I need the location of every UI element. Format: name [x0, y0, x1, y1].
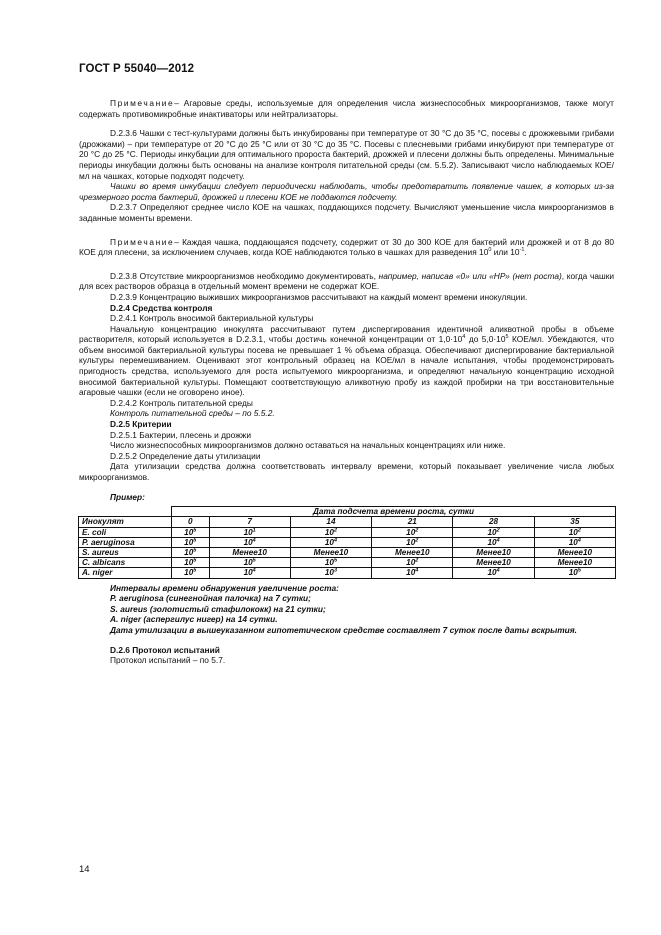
table-header-span: Дата подсчета времени роста, сутки [172, 507, 616, 517]
cell-exponent: 5 [193, 557, 197, 564]
cell-value: Менее10 [232, 548, 267, 557]
text: Начальную концентрацию инокулята рассчитывают путем диспергирования идентичной аликвотной пробы в объеме растворителя, который используется в D.2.3.1, чтобы достичь конечной концентрации от 1,0·10 [79, 323, 614, 345]
cell-exponent: 2 [415, 537, 419, 544]
cell-exponent: 5 [252, 557, 256, 564]
note-label: Примечание [110, 236, 175, 247]
table-cell [453, 548, 534, 558]
table-row [79, 537, 616, 547]
cell-value: Менее10 [557, 548, 593, 557]
cell-value: Менее10 [476, 558, 511, 568]
cell-value: 10 [568, 527, 578, 537]
table-cell [290, 537, 371, 547]
cell-value: 10 [243, 537, 253, 547]
table-row [79, 527, 616, 537]
table-row [79, 568, 616, 578]
table-cell [172, 537, 210, 547]
text: , когда чашки для всех растворов образца в отдельный момент времени не содержат КОЕ. [79, 270, 615, 292]
cell-value: 10 [406, 537, 416, 547]
note-1 [79, 98, 614, 119]
interval-item: A. niger (аспергилус нигер) на 14 сутки. [110, 614, 278, 625]
cell-exponent: 5 [333, 557, 338, 564]
table-cell [534, 548, 615, 558]
day-header: 28 [453, 517, 534, 527]
paragraph-d239: D.2.3.9 Концентрацию выживших микроорганизмов рассчитывают на каждый момент времени инокуляции. [110, 291, 528, 302]
inoculum-name: P. aeruginosa [79, 537, 172, 547]
interval-item: S. aureus (золотистый стафилококк) на 21 сутки; [110, 603, 326, 614]
table-cell [172, 568, 210, 578]
text: D.2.3.8 Отсутствие микроорганизмов необходимо документировать, [110, 270, 379, 281]
cell-exponent: 1 [252, 526, 256, 533]
note-2 [79, 237, 614, 258]
table-cell [209, 527, 290, 537]
table-cell [453, 568, 534, 578]
note-text: . [524, 247, 527, 258]
note-text: или 10 [491, 247, 520, 258]
table-cell [372, 537, 453, 547]
cell-exponent: 4 [577, 537, 581, 544]
cell-value: 10 [184, 568, 194, 578]
table-cell [453, 558, 534, 568]
table-cell [172, 548, 210, 558]
table-row [79, 548, 616, 558]
paragraph-d238 [79, 271, 614, 292]
cell-exponent: 5 [193, 547, 197, 554]
exponent: 5 [505, 334, 509, 341]
paragraph-d252: Дата утилизации средства должна соответствовать интервалу времени, который показывает увеличение числа любых микроорганизмов. [79, 461, 614, 482]
intervals-line: Интервалы времени обнаружения увеличение роста: [110, 582, 339, 593]
day-header: 14 [290, 517, 371, 527]
table-cell [534, 527, 615, 537]
paragraph-d236: D.2.3.6 Чашки с тест-культурами должны быть инкубированы при температуре от 30 °С до 35 °С, посевы с дрожжевыми грибами (дрожжами) – при температуре от 20 °С до 25 °С или от 30 °С до 35 °С. Посевы с плесневыми грибами инкубируют при температуре от 20 °С до 25 °С. Периоды инкубации для оптимального пророста бактерий, дрожжей и плесени должны быть определены. Минимальные периоды инкубации должны быть основаны на анализе контроля питательной среды (см. 5.5.2). Записывают число наблюдаемых КОЕ/мл на чашках, которые подходят подсчету. [79, 128, 614, 181]
cell-value: 10 [184, 527, 194, 537]
table-cell [534, 558, 615, 568]
cell-value: 10 [487, 568, 497, 578]
exponent: -1 [519, 247, 525, 254]
table-cell [172, 558, 210, 568]
cell-value: 10 [568, 537, 578, 547]
note-label: Примечание [110, 98, 175, 108]
inoculum-name: C. albicans [79, 558, 172, 568]
day-header: 21 [372, 517, 453, 527]
cell-value: 10 [184, 558, 194, 568]
day-header: 35 [534, 517, 615, 527]
cell-exponent: 4 [252, 567, 256, 574]
table-cell [453, 537, 534, 547]
table-cell [372, 568, 453, 578]
cell-value: 10 [184, 548, 194, 557]
table-cell [290, 527, 371, 537]
day-header: 7 [209, 517, 290, 527]
paragraph-d241 [79, 324, 614, 398]
table-cell [372, 548, 453, 558]
table-corner [79, 507, 172, 517]
cell-value: Менее10 [557, 558, 593, 568]
cell-exponent: 4 [415, 567, 419, 574]
paragraph-d251: Число жизнеспособных микроорганизмов должно оставаться на начальных концентрациях или ниже. [110, 440, 506, 451]
cell-value: 10 [243, 568, 253, 578]
cell-exponent: 2 [415, 557, 419, 564]
inoculum-name: S. aureus [79, 548, 172, 558]
growth-table [78, 506, 616, 578]
cell-value: 10 [324, 568, 334, 578]
conclusion: Дата утилизации в вышеуказанном гипотетическом средстве составляет 7 суток после даты вскрытия. [110, 624, 577, 635]
paragraph-d237: D.2.3.7 Определяют среднее число КОЕ на чашках, поддающихся подсчету. Вычисляют уменьшение числа микроорганизмов в заданные моменты времени. [79, 202, 614, 223]
table-cell [290, 558, 371, 568]
table-cell [290, 548, 371, 558]
heading-d252: D.2.5.2 Определение даты утилизации [110, 450, 261, 461]
cell-value: 10 [406, 558, 416, 568]
paragraph-d236-italic: Чашки во время инкубации следует периодически наблюдать, чтобы предотвратить появление чашек, в которых из-за чрезмерного роста бактерий, дрожжей и плесени КОЕ не поддаются подсчету. [79, 181, 614, 202]
cell-value: 10 [243, 558, 253, 568]
cell-value: 10 [184, 537, 194, 547]
document-body [79, 98, 614, 666]
cell-value: 10 [568, 568, 578, 578]
cell-exponent: 5 [193, 567, 197, 574]
text: КОЕ/мл. Убеждаются, что объем вносимой бактериальной культуры посева не превышает 1 % объема образца. Обеспечивают диспергирование бактериальной культуры перемешиванием. Оценивают этот контрольный образец на КОЕ/мл в начале испытания, чтобы продемонстрировать пригодность средства, используемого для роста испытуемого микроорганизма, и определяют начальную концентрацию исходной вносимой бактериальной культуры. Помещают соответствующую аликвотную пробу из каждой пробирки на три восстановительные агаровые чашки (если не оговорено иное). [79, 334, 614, 398]
cell-exponent: 3 [333, 567, 338, 574]
table-cell [172, 527, 210, 537]
heading-d242: D.2.4.2 Контроль питательной среды [110, 397, 253, 408]
italic-text: например, написав «0» или «НР» (нет роста) [378, 270, 562, 281]
table-header-row [79, 507, 616, 517]
paragraph-d242: Контроль питательной среды – по 5.5.2. [110, 408, 275, 419]
inoculum-name: A. niger [79, 568, 172, 578]
cell-value: 10 [487, 537, 497, 547]
table-cell [209, 537, 290, 547]
cell-exponent: 5 [193, 537, 197, 544]
interval-item: P. aeruginosa (синегнойная палочка) на 7 сутки; [110, 593, 311, 604]
table-cell [453, 527, 534, 537]
protocol-text: Протокол испытаний – по 5.7. [110, 655, 226, 666]
page-number: 14 [79, 864, 90, 875]
cell-value: Менее10 [394, 548, 430, 557]
cell-exponent: 4 [496, 567, 500, 574]
example-label: Пример: [110, 491, 145, 502]
inoculum-header: Инокулят [79, 517, 172, 527]
table-cell [209, 548, 290, 558]
cell-exponent: 2 [496, 526, 500, 533]
heading-d241: D.2.4.1 Контроль вносимой бактериальной культуры [110, 313, 314, 324]
cell-exponent: 2 [577, 526, 581, 533]
protocol-heading: D.2.6 Протокол испытаний [110, 644, 220, 655]
table-row [79, 558, 616, 568]
cell-value: 10 [324, 527, 334, 537]
cell-value: Менее10 [313, 548, 349, 557]
cell-value: 10 [324, 558, 334, 568]
table-cell [209, 558, 290, 568]
table-cell [290, 568, 371, 578]
cell-exponent: 2 [415, 526, 419, 533]
cell-exponent: 5 [577, 567, 581, 574]
exponent: 0 [488, 247, 492, 254]
cell-value: Менее10 [476, 548, 511, 557]
table-notes [79, 583, 614, 636]
cell-value: 10 [406, 568, 416, 578]
heading-d251: D.2.5.1 Бактерии, плесень и дрожжи [110, 429, 252, 440]
note-text: – Агаровые среды, используемые для определения числа жизнеспособных микроорганизмов, также могут содержать противомикробные инактиваторы или нейтрализаторы. [79, 98, 614, 119]
table-days-row [79, 517, 616, 527]
document-header: ГОСТ Р 55040—2012 [79, 63, 195, 75]
cell-exponent: 4 [496, 537, 500, 544]
note-text: – Каждая чашка, поддающаяся подсчету, содержит от 30 до 300 КОЕ для бактерий или дрожжей и от 8 до 80 КОЕ для плесени, за исключением случаев, когда КОЕ наблюдаются только в чашках для разведения 10 [79, 236, 614, 258]
table-cell [534, 568, 615, 578]
table-cell [372, 558, 453, 568]
inoculum-name: E. coli [79, 527, 172, 537]
cell-exponent: 5 [193, 526, 197, 533]
heading-d25: D.2.5 Критерии [110, 419, 172, 430]
table-cell [209, 568, 290, 578]
table-cell [372, 527, 453, 537]
day-header: 0 [172, 517, 210, 527]
cell-exponent: 4 [252, 537, 256, 544]
table-cell [534, 537, 615, 547]
cell-exponent: 2 [333, 526, 338, 533]
cell-value: 10 [406, 527, 416, 537]
cell-exponent: 4 [333, 537, 338, 544]
text: до 5,0·10 [465, 334, 506, 345]
cell-value: 10 [243, 527, 253, 537]
cell-value: 10 [324, 537, 334, 547]
exponent: 4 [462, 334, 466, 341]
heading-d24: D.2.4 Средства контроля [110, 302, 213, 313]
cell-value: 10 [487, 527, 497, 537]
